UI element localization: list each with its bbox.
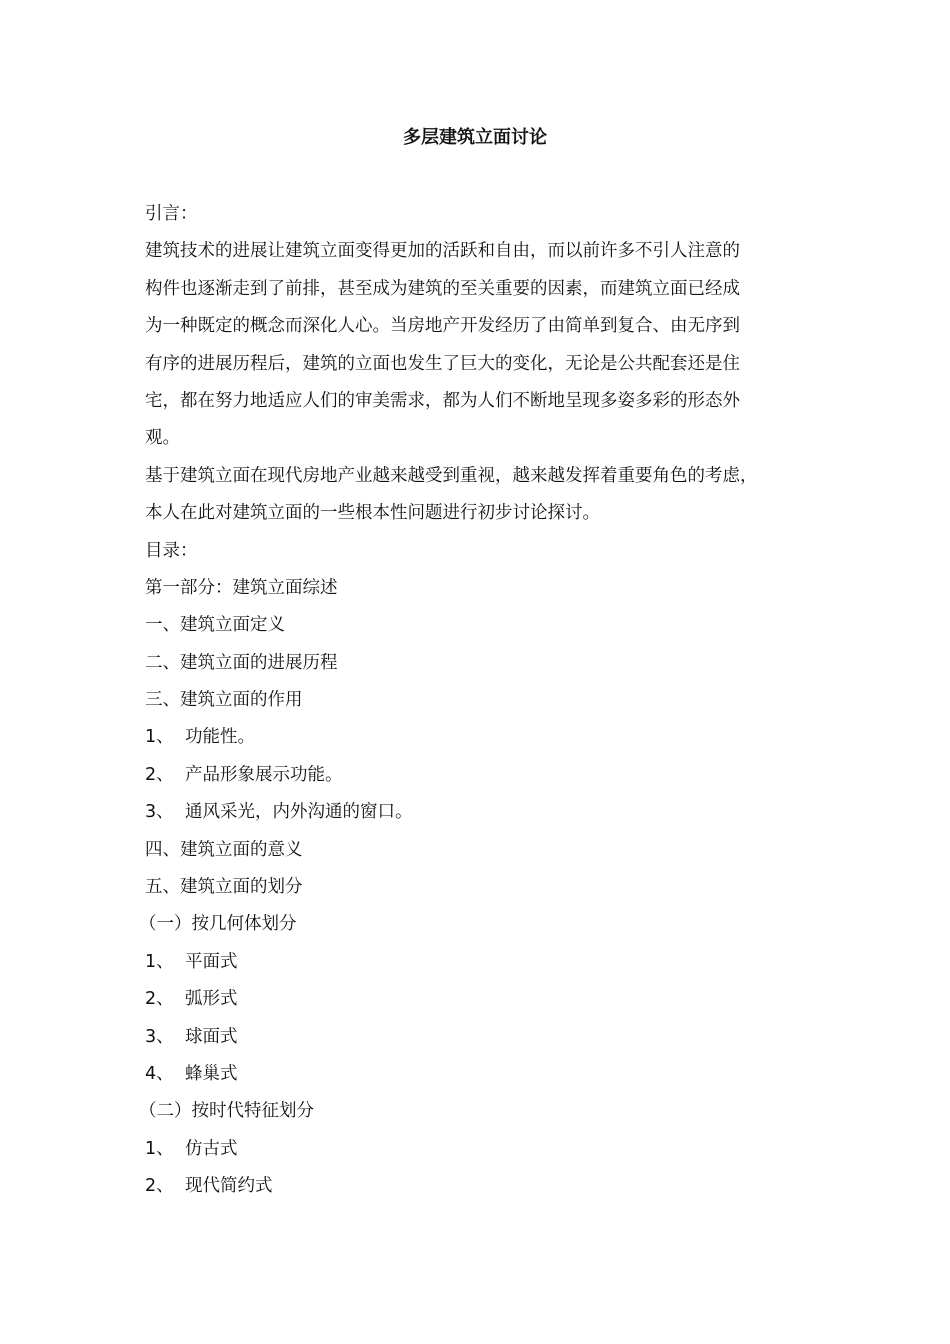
list-number: 2、 <box>145 764 174 785</box>
list-text: 蜂巢式 <box>185 1063 238 1084</box>
toc-list-item <box>145 1131 835 1168</box>
list-text: 通风采光，内外沟通的窗口。 <box>185 802 413 823</box>
list-text: 弧形式 <box>185 989 238 1010</box>
toc-list-item <box>145 1168 835 1205</box>
list-number: 1、 <box>145 951 174 972</box>
intro-line: 有序的进展历程后，建筑的立面也发生了巨大的变化，无论是公共配套还是住 <box>145 353 740 374</box>
list-text: 功能性。 <box>185 727 255 748</box>
list-number: 2、 <box>145 989 174 1010</box>
list-number: 3、 <box>145 802 174 823</box>
toc-section: 五、建筑立面的划分 <box>145 877 303 898</box>
document-title: 多层建筑立面讨论 <box>403 127 547 148</box>
toc-section: 一、建筑立面定义 <box>145 615 285 636</box>
document-body <box>139 196 835 1206</box>
toc-part-heading: 第一部分：建筑立面综述 <box>145 577 338 598</box>
toc-list-item <box>145 757 835 794</box>
list-text: 仿古式 <box>185 1138 238 1159</box>
toc-subsection: （一）按几何体划分 <box>139 914 297 935</box>
intro-line: 为一种既定的概念而深化人心。当房地产开发经历了由简单到复合、由无序到 <box>145 316 740 337</box>
toc-section: 四、建筑立面的意义 <box>145 839 303 860</box>
intro-line: 基于建筑立面在现代房地产业越来越受到重视，越来越发挥着重要角色的考虑， <box>145 465 758 486</box>
toc-list-item <box>145 1056 835 1093</box>
list-number: 1、 <box>145 727 174 748</box>
intro-label: 引言： <box>145 204 198 224</box>
list-number: 2、 <box>145 1176 174 1197</box>
toc-section: 二、建筑立面的进展历程 <box>145 652 338 673</box>
toc-list-item <box>145 944 835 981</box>
toc-list-item <box>145 794 835 831</box>
toc-subsection: （二）按时代特征划分 <box>139 1101 314 1122</box>
list-text: 平面式 <box>185 951 238 972</box>
intro-line: 建筑技术的进展让建筑立面变得更加的活跃和自由，而以前许多不引人注意的 <box>145 241 740 262</box>
intro-line: 观。 <box>145 428 180 449</box>
toc-list-item <box>145 1019 835 1056</box>
list-text: 现代简约式 <box>185 1176 273 1197</box>
toc-label: 目录： <box>145 540 198 561</box>
intro-line: 宅，都在努力地适应人们的审美需求，都为人们不断地呈现多姿多彩的形态外 <box>145 390 740 411</box>
toc-section: 三、建筑立面的作用 <box>145 690 303 711</box>
intro-line: 构件也逐渐走到了前排，甚至成为建筑的至关重要的因素，而建筑立面已经成 <box>145 278 740 299</box>
intro-line: 本人在此对建筑立面的一些根本性问题进行初步讨论探讨。 <box>145 503 600 524</box>
list-text: 产品形象展示功能。 <box>185 764 343 785</box>
list-number: 4、 <box>145 1063 174 1084</box>
list-number: 3、 <box>145 1026 174 1047</box>
list-number: 1、 <box>145 1138 174 1159</box>
toc-list-item <box>145 981 835 1018</box>
toc-list-item <box>145 719 835 756</box>
list-text: 球面式 <box>185 1026 238 1047</box>
